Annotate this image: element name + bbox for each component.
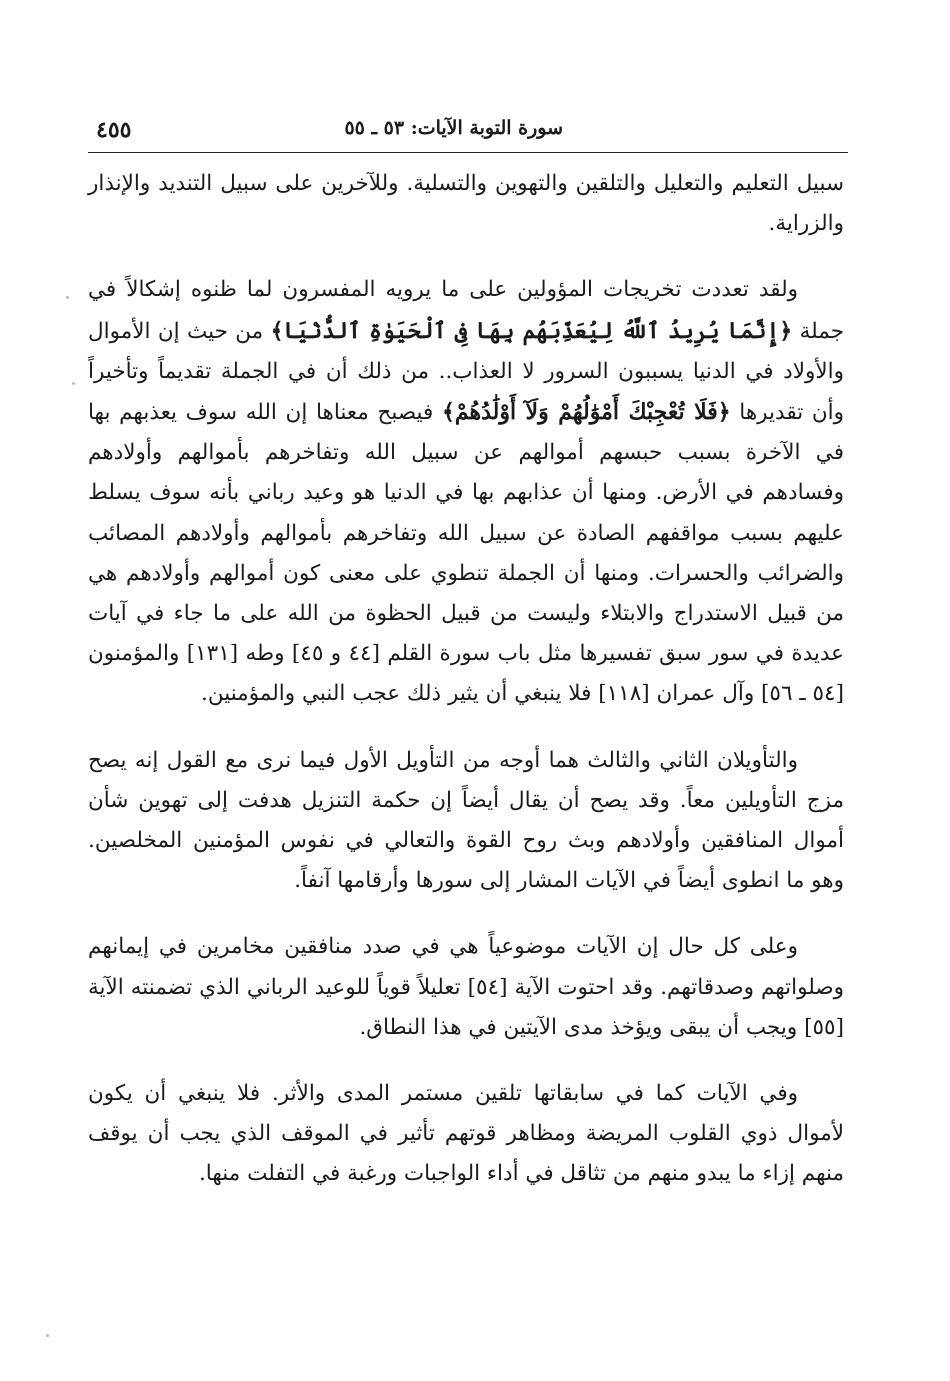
quran-verse-quote: ﴿فَلَا تُعْجِبْكَ أَمْوَٰلُهُمْ وَلَآ أَوْلَٰدُهُمْ﴾ bbox=[441, 399, 731, 426]
paragraph-text: سبيل التعليم والتعليل والتلقين والتهوين والتسلية. وللآخرين على سبيل التنديد والإنذار والزراية. bbox=[88, 171, 844, 237]
quran-verse-quote: ﴿إِنَّمَا يُرِيدُ ٱللَّهُ لِيُعَذِّبَهُم بِهَا فِى ٱلْحَيَوٰةِ ٱلدُّنْيَا﴾ bbox=[270, 317, 793, 344]
paragraph bbox=[88, 164, 844, 244]
scan-speck bbox=[72, 382, 75, 385]
running-header bbox=[88, 115, 848, 149]
page-number: ٤٥٥ bbox=[96, 117, 132, 143]
running-title: سورة التوبة الآيات: ٥٣ ـ ٥٥ bbox=[344, 117, 563, 139]
paragraph-text: ولقد تعددت تخريجات المؤولين على ما يرويه المفسرون لما ظنوه إشكالاً في جملة bbox=[88, 277, 844, 344]
paragraph bbox=[88, 927, 844, 1048]
scan-speck bbox=[46, 1334, 49, 1337]
paragraph-text: فيصبح معناها إن الله سوف يعذبهم بها في الآخرة بسبب حبسهم أموالهم عن سبيل الله وتفاخرهم بأموالهم وأولادهم وفسادهم في الأرض. ومنها أن عذابهم بها في الدنيا هو وعيد رباني بأنه سوف يسلط عليهم بسبب مواقفهم الصادة عن سبيل الله وتفاخرهم بأموالهم وأولادهم المصائب والضرائب والحسرات. ومنها أن الجملة تنطوي على معنى كون أموالهم وأولادهم هي من قبيل الاستدراج والابتلاء وليست من قبيل الحظوة من الله على ما جاء في آيات عديدة في سور سبق تفسيرها مثل باب سورة القلم [٤٤ و ٤٥] وطه [١٣١] والمؤمنون [٥٤ ـ ٥٦] وآل عمران [١١٨] فلا ينبغي أن يثير ذلك عجب النبي والمؤمنين. bbox=[88, 400, 844, 707]
body-text bbox=[88, 164, 844, 1221]
scan-speck bbox=[66, 296, 69, 299]
paragraph-text: من حيث إن الأموال والأولاد في الدنيا يسببون السرور لا العذاب.. من ذلك أن في الجملة تقديماً وتأخيراً وأن تقديرها bbox=[88, 318, 844, 426]
paragraph-text: وعلى كل حال إن الآيات موضوعياً هي في صدد منافقين مخامرين في إيمانهم وصلواتهم وصدقاتهم. وقد احتوت الآية [٥٤] تعليلاً قوياً للوعيد الرباني الذي تضمنته الآية [٥٥] ويجب أن يبقى ويؤخذ مدى الآيتين في هذا النطاق. bbox=[88, 934, 844, 1040]
paragraph bbox=[88, 741, 844, 902]
paragraph bbox=[88, 1074, 844, 1195]
header-rule bbox=[88, 152, 848, 153]
paragraph-text: وفي الآيات كما في سابقاتها تلقين مستمر المدى والأثر. فلا ينبغي أن يكون لأموال ذوي القلوب المريضة ومظاهر قوتهم تأثير في الموقف الذي يجب أن يوقف منهم إزاء ما يبدو منهم من تثاقل في أداء الواجبات ورغبة في التفلت منها. bbox=[88, 1081, 844, 1187]
paragraph-text: والتأويلان الثاني والثالث هما أوجه من التأويل الأول فيما نرى مع القول إنه يصح مزج التأويلين معاً. وقد يصح أن يقال أيضاً إن حكمة التنزيل هدفت إلى تهوين شأن أموال المنافقين وأولادهم وبث روح القوة والتعالي في نفوس المؤمنين المخلصين. وهو ما انطوى أيضاً في الآيات المشار إلى سورها وأرقامها آنفاً. bbox=[88, 747, 844, 894]
paragraph bbox=[88, 270, 844, 714]
